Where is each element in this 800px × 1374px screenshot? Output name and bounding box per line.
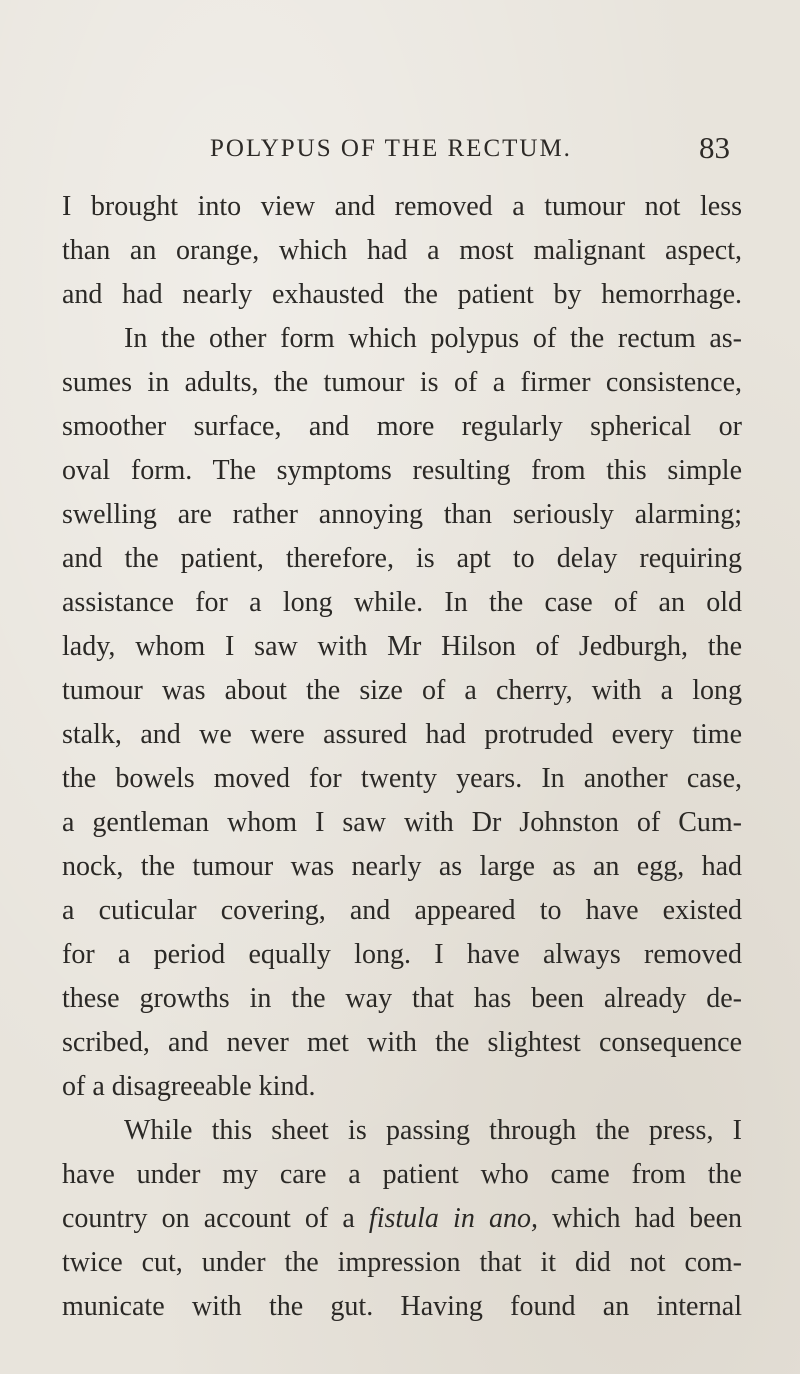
- text-line: oval form. The symptoms resulting from this simple: [62, 455, 742, 486]
- text-line: the bowels moved for twenty years. In another case,: [62, 763, 742, 794]
- text-line: [62, 1199, 742, 1239]
- body-text: [62, 187, 743, 1322]
- text-line: these growths in the way that has been already de-: [62, 983, 742, 1014]
- text-line: and the patient, therefore, is apt to delay requiring: [62, 543, 742, 574]
- text-line: than an orange, which had a most malignant aspect,: [62, 235, 742, 266]
- text-line: for a period equally long. I have always removed: [62, 939, 742, 970]
- text-line: municate with the gut. Having found an internal: [62, 1291, 742, 1322]
- text-line: I brought into view and removed a tumour not less: [62, 191, 742, 222]
- text-segment: country on account of a: [62, 1203, 369, 1234]
- text-line: a gentleman whom I saw with Dr Johnston of Cum-: [62, 807, 742, 838]
- text-line: sumes in adults, the tumour is of a firmer consistence,: [62, 367, 742, 398]
- text-line: smoother surface, and more regularly spherical or: [62, 411, 742, 442]
- italic-term: fistula in ano,: [368, 1203, 538, 1234]
- running-title: POLYPUS OF THE RECTUM.: [210, 135, 572, 162]
- text-line: lady, whom I saw with Mr Hilson of Jedburgh, the: [62, 631, 742, 662]
- text-line: swelling are rather annoying than seriously alarming;: [62, 499, 742, 530]
- text-line: nock, the tumour was nearly as large as an egg, had: [62, 851, 742, 882]
- text-line: and had nearly exhausted the patient by hemorrhage.: [62, 279, 742, 310]
- text-line: have under my care a patient who came from the: [62, 1159, 742, 1190]
- text-line: twice cut, under the impression that it did not com-: [62, 1247, 742, 1278]
- page-number: 83: [699, 130, 730, 165]
- text-line: stalk, and we were assured had protruded every time: [62, 719, 742, 750]
- running-head: [210, 130, 730, 171]
- text-line: scribed, and never met with the slightest consequence: [62, 1027, 742, 1058]
- text-line: of a disagreeable kind.: [62, 1071, 316, 1102]
- text-line: a cuticular covering, and appeared to have existed: [62, 895, 742, 926]
- text-line: tumour was about the size of a cherry, with a long: [62, 675, 742, 706]
- text-line: In the other form which polypus of the rectum as-: [124, 323, 742, 354]
- text-line: While this sheet is passing through the press, I: [124, 1115, 742, 1146]
- text-line: assistance for a long while. In the case of an old: [62, 587, 742, 618]
- text-segment: which had been: [537, 1203, 743, 1234]
